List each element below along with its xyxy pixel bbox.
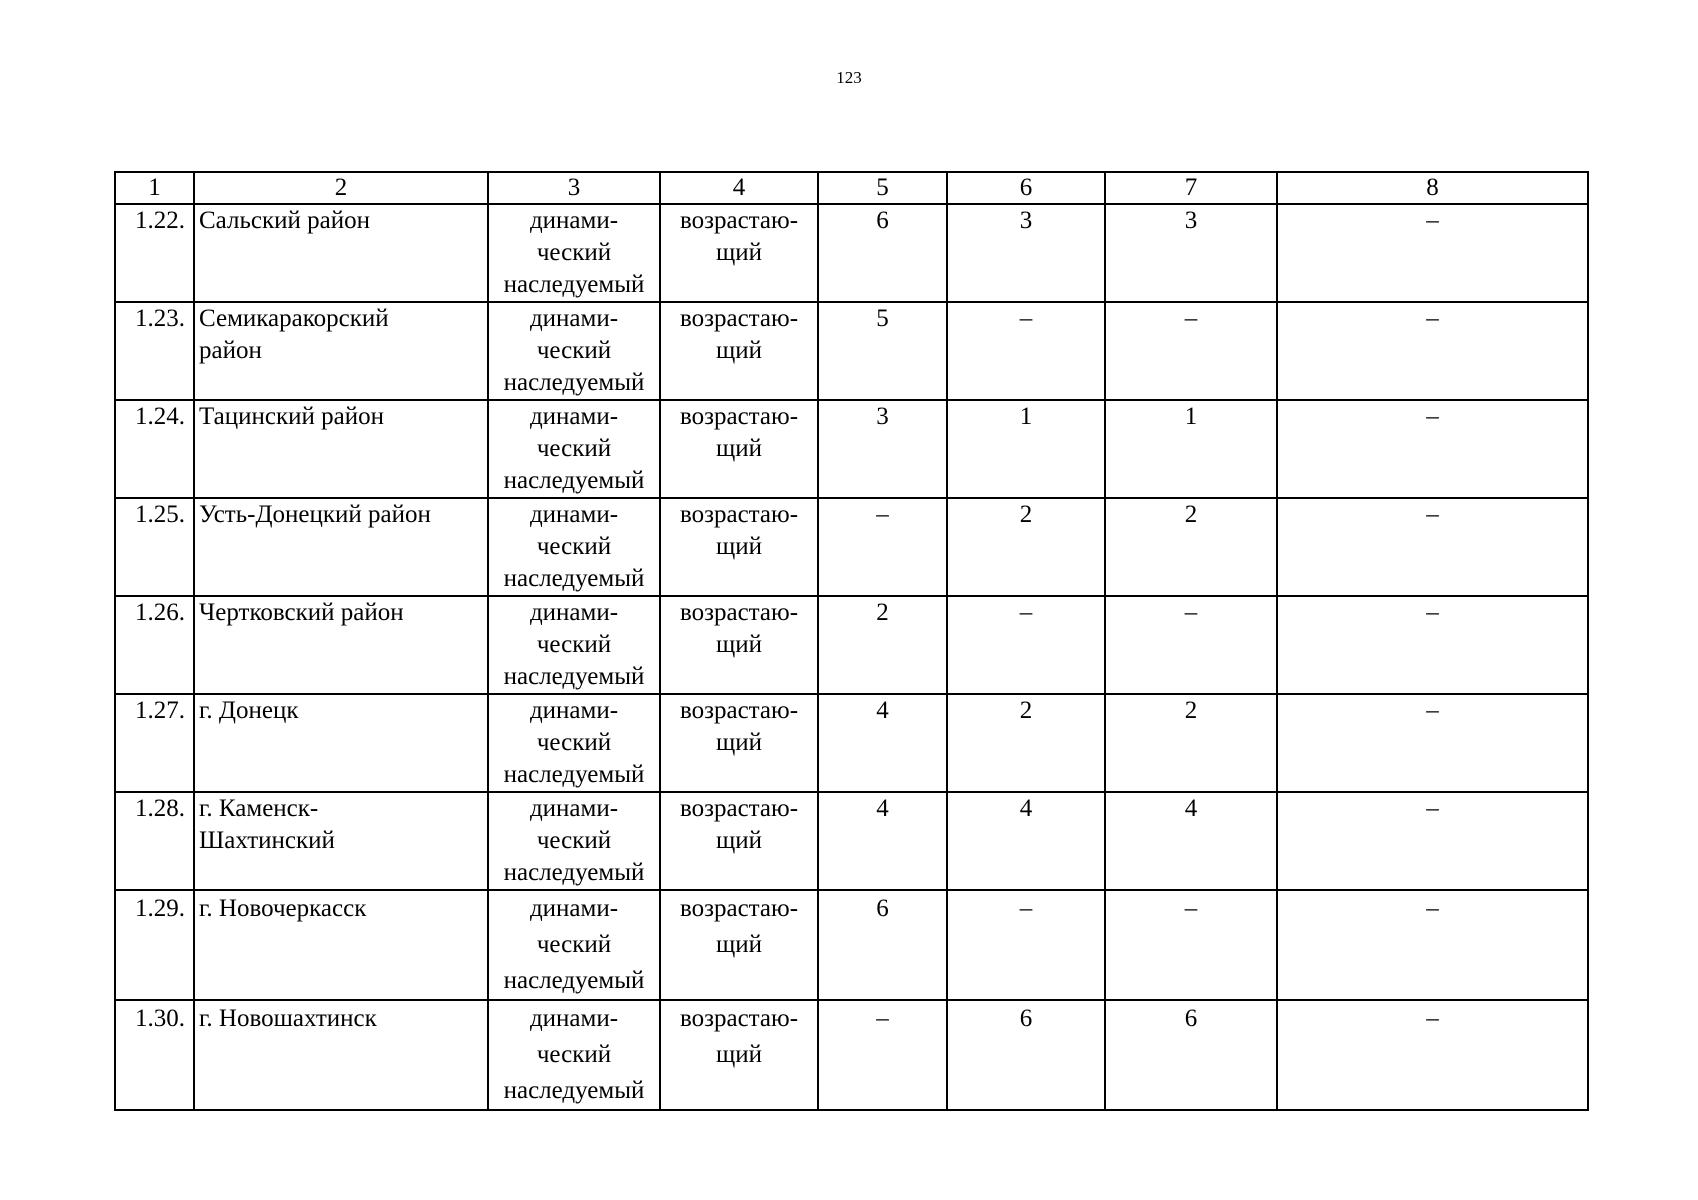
territory-name: г. Новошахтинск <box>194 1000 488 1110</box>
value-col6: – <box>947 596 1105 694</box>
value-col8: – <box>1277 204 1588 302</box>
value-col7: 2 <box>1105 498 1277 596</box>
trend-cell: возрастаю- щий <box>660 694 818 792</box>
row-number: 1.28. <box>115 792 194 890</box>
territory-name: Усть-Донецкий район <box>194 498 488 596</box>
value-col7: 6 <box>1105 1000 1277 1110</box>
value-col5: 4 <box>818 792 947 890</box>
value-col8: – <box>1277 596 1588 694</box>
value-col5: – <box>818 498 947 596</box>
table-row <box>115 890 1588 1000</box>
table-row <box>115 302 1588 400</box>
value-col6: – <box>947 302 1105 400</box>
territory-name: г. Каменск- Шахтинский <box>194 792 488 890</box>
row-number: 1.22. <box>115 204 194 302</box>
table-row <box>115 498 1588 596</box>
type-cell: динами- ческий наследуемый <box>488 204 660 302</box>
data-table <box>114 171 1589 1111</box>
territory-name: г. Новочеркасск <box>194 890 488 1000</box>
value-col6: 2 <box>947 498 1105 596</box>
value-col7: 3 <box>1105 204 1277 302</box>
value-col6: 1 <box>947 400 1105 498</box>
type-cell: динами- ческий наследуемый <box>488 694 660 792</box>
value-col6: 6 <box>947 1000 1105 1110</box>
type-cell: динами- ческий наследуемый <box>488 400 660 498</box>
row-number: 1.29. <box>115 890 194 1000</box>
value-col5: 6 <box>818 890 947 1000</box>
territory-name: Тацинский район <box>194 400 488 498</box>
territory-name: Чертковский район <box>194 596 488 694</box>
row-number: 1.25. <box>115 498 194 596</box>
value-col5: 3 <box>818 400 947 498</box>
trend-cell: возрастаю- щий <box>660 890 818 1000</box>
table-row <box>115 204 1588 302</box>
trend-cell: возрастаю- щий <box>660 204 818 302</box>
header-cell: 8 <box>1277 172 1588 204</box>
header-cell: 3 <box>488 172 660 204</box>
page-number: 123 <box>836 68 862 87</box>
row-number: 1.27. <box>115 694 194 792</box>
table-row <box>115 596 1588 694</box>
header-cell: 2 <box>194 172 488 204</box>
header-cell: 5 <box>818 172 947 204</box>
value-col8: – <box>1277 792 1588 890</box>
type-cell: динами- ческий наследуемый <box>488 792 660 890</box>
header-cell: 6 <box>947 172 1105 204</box>
value-col6: 2 <box>947 694 1105 792</box>
territory-name: г. Донецк <box>194 694 488 792</box>
value-col5: 2 <box>818 596 947 694</box>
table-row <box>115 694 1588 792</box>
trend-cell: возрастаю- щий <box>660 596 818 694</box>
trend-cell: возрастаю- щий <box>660 400 818 498</box>
value-col5: – <box>818 1000 947 1110</box>
value-col7: 1 <box>1105 400 1277 498</box>
header-cell: 4 <box>660 172 818 204</box>
trend-cell: возрастаю- щий <box>660 302 818 400</box>
row-number: 1.26. <box>115 596 194 694</box>
trend-cell: возрастаю- щий <box>660 1000 818 1110</box>
value-col8: – <box>1277 694 1588 792</box>
header-cell: 1 <box>115 172 194 204</box>
territory-name: Сальский район <box>194 204 488 302</box>
table-header-row <box>115 172 1588 204</box>
value-col7: – <box>1105 596 1277 694</box>
row-number: 1.24. <box>115 400 194 498</box>
value-col8: – <box>1277 1000 1588 1110</box>
header-cell: 7 <box>1105 172 1277 204</box>
type-cell: динами- ческий наследуемый <box>488 498 660 596</box>
value-col6: 3 <box>947 204 1105 302</box>
value-col8: – <box>1277 302 1588 400</box>
value-col7: 4 <box>1105 792 1277 890</box>
territory-name: Семикаракорский район <box>194 302 488 400</box>
value-col8: – <box>1277 400 1588 498</box>
type-cell: динами- ческий наследуемый <box>488 596 660 694</box>
row-number: 1.23. <box>115 302 194 400</box>
trend-cell: возрастаю- щий <box>660 792 818 890</box>
value-col5: 6 <box>818 204 947 302</box>
value-col7: 2 <box>1105 694 1277 792</box>
value-col5: 5 <box>818 302 947 400</box>
value-col5: 4 <box>818 694 947 792</box>
table-row <box>115 400 1588 498</box>
value-col8: – <box>1277 498 1588 596</box>
value-col7: – <box>1105 890 1277 1000</box>
type-cell: динами- ческий наследуемый <box>488 890 660 1000</box>
value-col6: 4 <box>947 792 1105 890</box>
value-col6: – <box>947 890 1105 1000</box>
type-cell: динами- ческий наследуемый <box>488 302 660 400</box>
trend-cell: возрастаю- щий <box>660 498 818 596</box>
type-cell: динами- ческий наследуемый <box>488 1000 660 1110</box>
table-row <box>115 792 1588 890</box>
value-col8: – <box>1277 890 1588 1000</box>
value-col7: – <box>1105 302 1277 400</box>
table-row <box>115 1000 1588 1110</box>
row-number: 1.30. <box>115 1000 194 1110</box>
